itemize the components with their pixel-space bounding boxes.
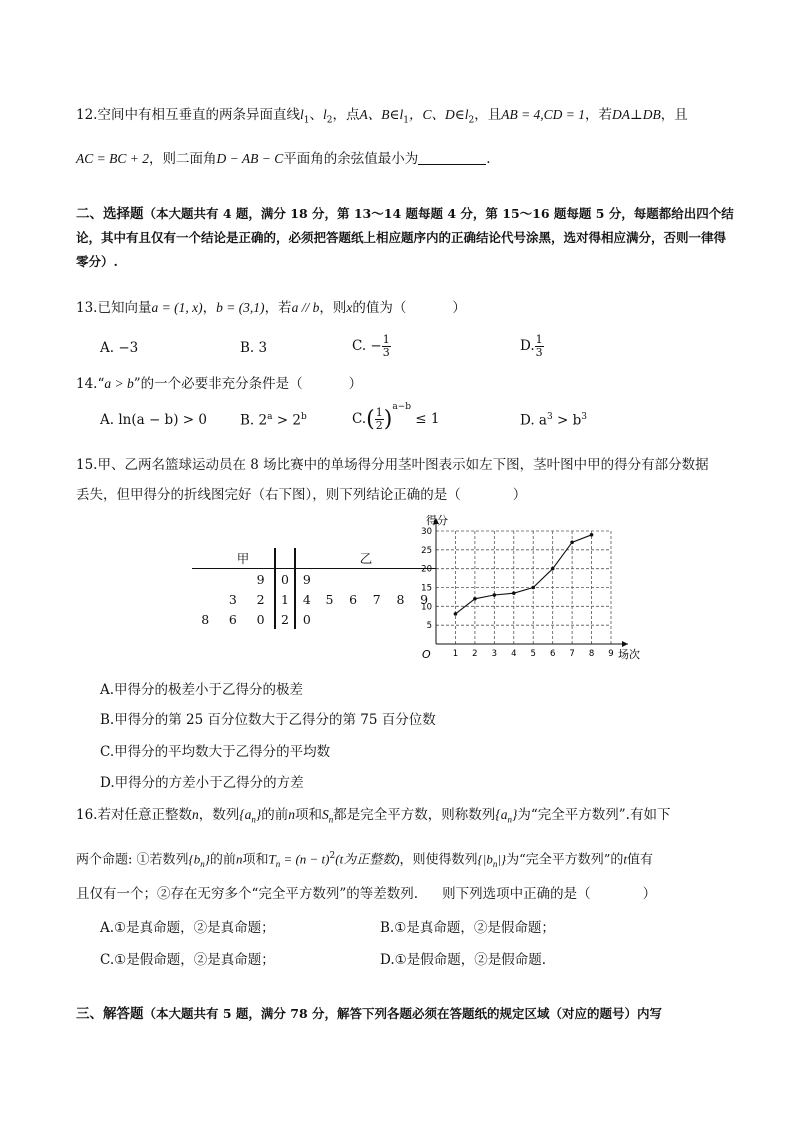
question-14: 14.“a > b”的一个必要非充分条件是（ ） <box>76 376 363 392</box>
stem-leaf-plot <box>192 545 436 632</box>
q13-option-b[interactable]: B. 3 <box>240 340 268 356</box>
question-15 <box>76 450 736 510</box>
x-tick-label: 7 <box>569 649 575 659</box>
series-line <box>455 535 591 614</box>
x-tick-label: 9 <box>608 649 614 659</box>
chart-ticks <box>421 527 614 659</box>
x-tick-label: 3 <box>491 649 498 659</box>
q15-option-b[interactable]: B.甲得分的第 25 百分位数大于乙得分的第 75 百分位数 <box>100 712 436 728</box>
stem-leaf-row: 8 6 0 2 0 <box>192 609 436 629</box>
header-jia: 甲 <box>236 551 250 566</box>
question-16 <box>76 804 740 905</box>
data-point <box>512 591 516 595</box>
q14-option-a[interactable]: A. ln(a − b) > 0 <box>100 412 207 428</box>
q13-option-c[interactable]: C. − $\frac{1}{3}$ <box>352 333 390 359</box>
q16-line1: 16.若对任意正整数n，数列$\{a_n\}$的前n项和$S_n$都是完全平方数，则称数列$\{a_n\}$为“完全平方数列”.有如下 <box>76 807 671 825</box>
x-axis-label: 场次 <box>618 648 640 661</box>
chart-grid <box>436 531 611 644</box>
section-2-desc: （本大题共有 4 题，满分 18 分，第 13～14 题每题 4 分，第 15～16 题每题 5 分，每题都给出四个结论，其中有且仅有一个结论是正确的，必须把答题纸上相应题序内的正确结论代号涂黑，选对得相应满分，否则一律得零分）. <box>76 206 734 269</box>
section-2-heading <box>76 202 736 274</box>
header-yi: 乙 <box>359 551 373 566</box>
q14-option-c[interactable]: C.( $\frac{1}{2}$ )$^{a-b}$ ≤ 1 <box>352 402 440 432</box>
q16-line2: 两个命题: ①若数列$\{b_n\}$的前n项和$T_n = (n - t)^2(t$为正整数)，则使得数列$\{|b_n|\}$为“完全平方数列”的t值有 <box>76 850 654 869</box>
q14-option-b[interactable]: B. $2^a > 2^b$ <box>240 412 307 429</box>
stem-leaf-row: 9 0 9 <box>192 569 436 590</box>
q15-line1: 15.甲、乙两名篮球运动员在 8 场比赛中的单场得分用茎叶图表示如左下图，茎叶图中甲的得分有部分数据 <box>76 457 709 473</box>
section-2-title: 二、选择题 <box>76 206 144 222</box>
q13-option-d[interactable]: D. $\frac{1}{3}$ <box>520 333 543 359</box>
y-tick-label: 25 <box>421 545 432 556</box>
y-tick-label: 15 <box>421 583 432 594</box>
data-point <box>590 533 594 537</box>
data-point <box>493 593 497 597</box>
q14-option-d[interactable]: D. $a^3 > b^3$ <box>520 412 587 429</box>
x-tick-label: 1 <box>452 649 459 659</box>
q13-option-a[interactable]: A. −3 <box>100 340 139 356</box>
data-point <box>473 597 477 601</box>
stem-leaf-header <box>192 548 436 569</box>
section-3-heading <box>76 1004 746 1024</box>
q15-option-d[interactable]: D.甲得分的方差小于乙得分的方差 <box>100 775 304 791</box>
x-tick-label: 6 <box>549 649 556 659</box>
q15-line2: 丢失，但甲得分的折线图完好（右下图），则下列结论正确的是（ ） <box>76 487 527 503</box>
y-tick-label: 30 <box>421 527 432 537</box>
question-12 <box>76 104 736 170</box>
data-point <box>570 541 574 545</box>
y-axis-label: 得分 <box>426 514 448 527</box>
q16-option-d[interactable]: D.①是假命题，②是假命题. <box>380 952 547 968</box>
q15-option-c[interactable]: C.甲得分的平均数大于乙得分的平均数 <box>100 744 331 760</box>
data-point <box>531 586 535 590</box>
q12-line2: AC = BC + 2，则二面角D − AB − C平面角的余弦值最小为 . <box>76 150 491 167</box>
q16-option-b[interactable]: B.①是真命题，②是假命题； <box>380 920 555 936</box>
section-3-desc: （本大题共有 5 题，满分 78 分，解答下列各题必须在答题纸的规定区域（对应的题号）内写 <box>143 1006 663 1021</box>
x-tick-label: 2 <box>472 649 478 659</box>
section-3-title: 三、解答题 <box>76 1006 144 1022</box>
stem-leaf-row: 3 2 1 4 5 6 7 8 9 <box>192 589 436 609</box>
x-tick-label: 4 <box>511 649 517 659</box>
data-point <box>551 567 555 571</box>
answer-blank[interactable] <box>418 150 486 165</box>
data-point <box>454 612 458 616</box>
q15-option-a[interactable]: A.甲得分的极差小于乙得分的极差 <box>100 682 304 698</box>
x-axis-arrow <box>622 641 628 647</box>
y-tick-label: 10 <box>421 602 432 613</box>
score-line-chart <box>410 512 650 664</box>
chart-axes <box>433 518 628 647</box>
q16-line3: 且仅有一个；②存在无穷多个“完全平方数列”的等差数列. 则下列选项中正确的是（ ） <box>76 885 657 902</box>
x-tick-label: 8 <box>588 649 595 659</box>
q12-line1: 12.空间中有相互垂直的两条异面直线$l_1$、$l_2$，点A、$B\in l_1$，C、$D\in l_2$，且AB = 4,CD = 1，若DA⊥DB，且 <box>76 107 688 126</box>
y-tick-label: 5 <box>426 621 432 632</box>
y-tick-label: 20 <box>421 564 432 575</box>
q16-option-a[interactable]: A.①是真命题，②是真命题； <box>100 920 275 936</box>
origin-label: O <box>422 648 431 661</box>
x-tick-label: 5 <box>530 649 536 659</box>
question-13: 13.已知向量a = (1, x)，b = (3,1)，若a // b，则x的值为（ ） <box>76 300 466 316</box>
q16-option-c[interactable]: C.①是假命题，②是真命题； <box>100 952 275 968</box>
